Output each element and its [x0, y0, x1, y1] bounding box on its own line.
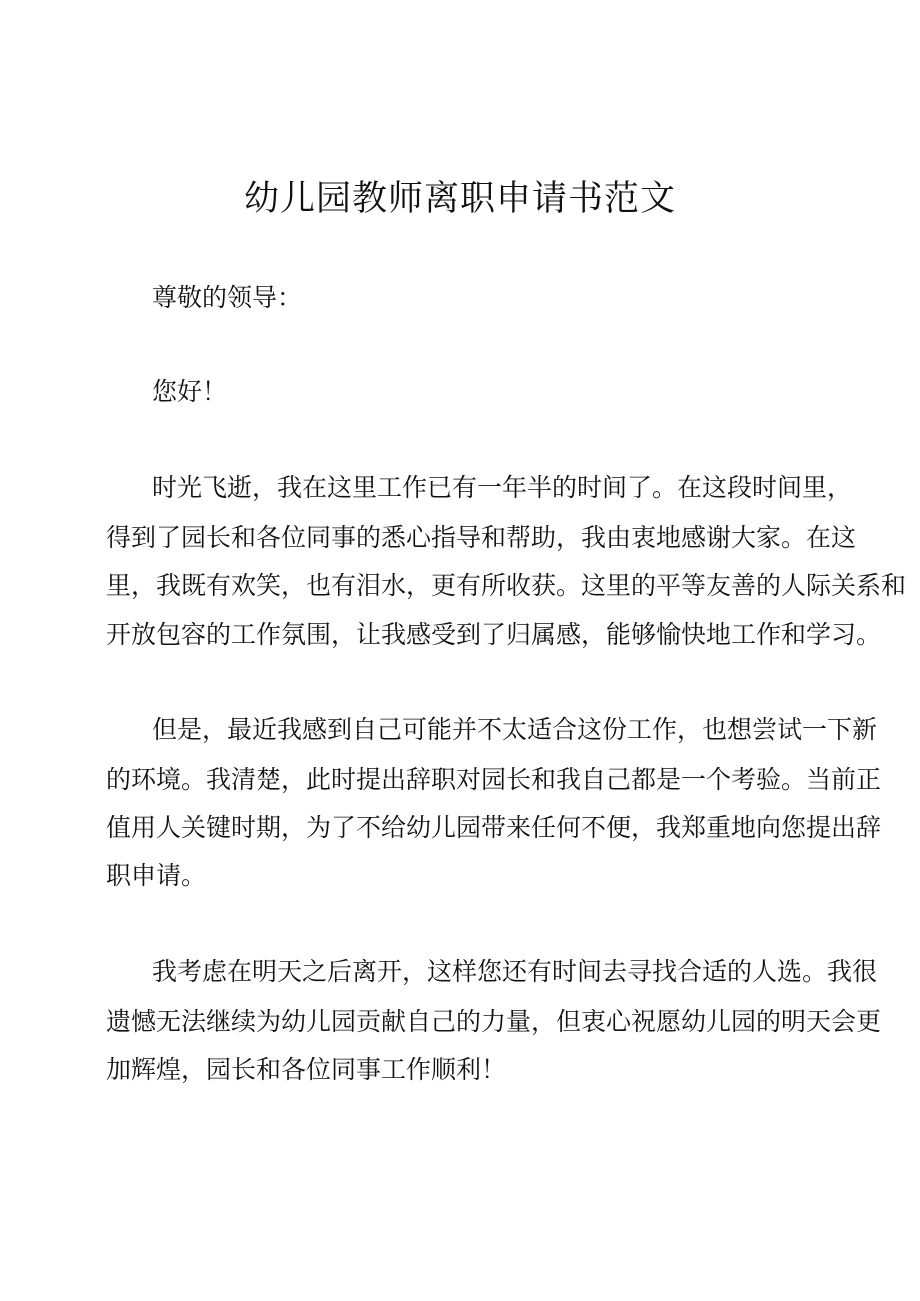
paragraph-2-line-4: 职申请。	[106, 861, 207, 890]
document-title: 幼儿园教师离职申请书范文	[243, 179, 676, 219]
paragraph-1-line-1: 时光飞逝，我在这里工作已有一年半的时间了。在这段时间里，	[152, 473, 853, 502]
paragraph-2-line-1: 但是，最近我感到自己可能并不太适合这份工作，也想尝试一下新	[152, 715, 878, 744]
paragraph-2-line-3: 值用人关键时期，为了不给幼儿园带来任何不便，我郑重地向您提出辞	[106, 813, 882, 842]
salutation: 尊敬的领导：	[152, 283, 303, 312]
paragraph-1-line-4: 开放包容的工作氛围，让我感受到了归属感，能够愉快地工作和学习。	[106, 620, 882, 649]
greeting: 您好！	[152, 377, 228, 406]
paragraph-3-line-2: 遗憾无法继续为幼儿园贡献自己的力量，但衷心祝愿幼儿园的明天会更	[106, 1007, 882, 1036]
paragraph-3-line-1: 我考虑在明天之后离开，这样您还有时间去寻找合适的人选。我很	[152, 957, 878, 986]
paragraph-2-line-2: 的环境。我清楚，此时提出辞职对园长和我自己都是一个考验。当前正	[106, 765, 882, 794]
paragraph-1-line-2: 得到了园长和各位同事的悉心指导和帮助，我由衷地感谢大家。在这	[106, 523, 857, 552]
paragraph-1-line-3: 里，我既有欢笑，也有泪水，更有所收获。这里的平等友善的人际关系和	[106, 571, 907, 600]
paragraph-3-line-3: 加辉煌，园长和各位同事工作顺利！	[106, 1055, 507, 1084]
